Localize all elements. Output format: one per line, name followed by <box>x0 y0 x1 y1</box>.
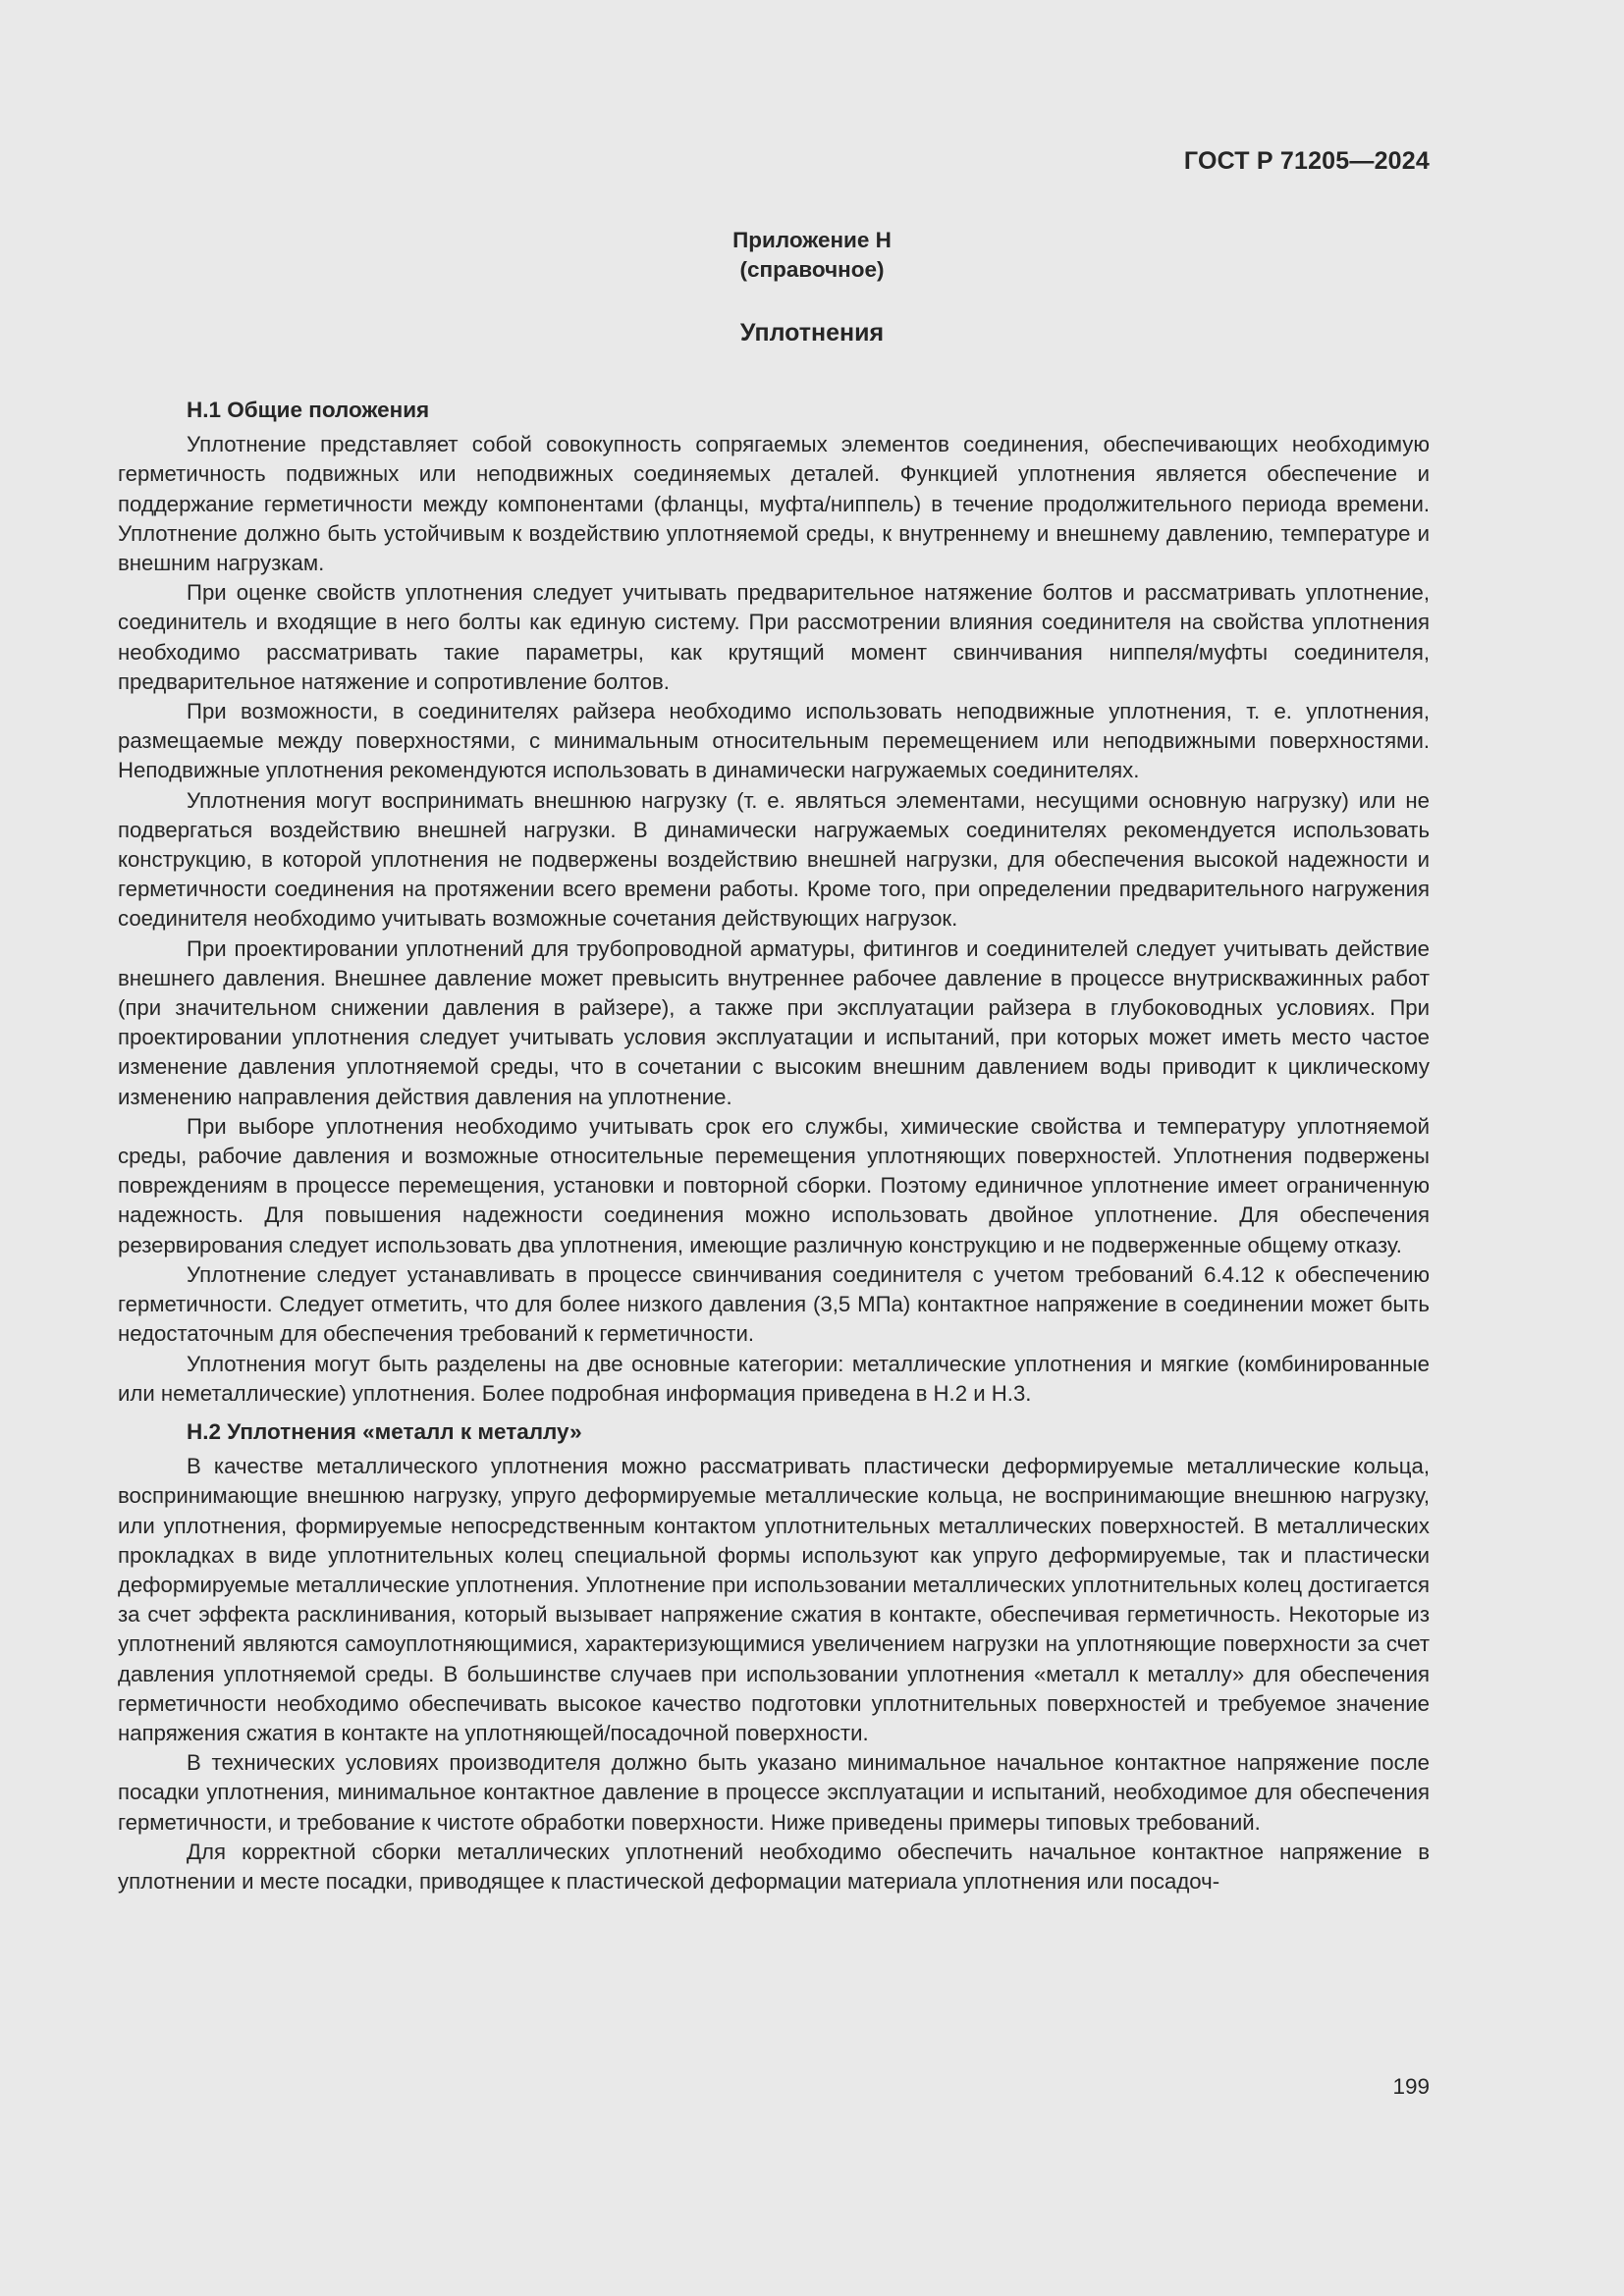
paragraph: Для корректной сборки металлических уплотнений необходимо обеспечить начальное контактное напряжение в уплотнении и месте посадки, приводящее к пластической деформации материала уплотнения или посадоч- <box>118 1839 1430 1894</box>
paragraph: В технических условиях производителя должно быть указано минимальное начальное контактное напряжение после посадки уплотнения, минимальное контактное давление в процессе эксплуатации и испытаний, необходимое для обеспечения герметичности, и требование к чистоте обработки поверхности. Ниже приведены примеры типовых требований. <box>118 1750 1430 1835</box>
paragraph: При проектировании уплотнений для трубопроводной арматуры, фитингов и соединителей следует учитывать действие внешнего давления. Внешнее давление может превысить внутреннее рабочее давление в процессе внутрискважинных работ (при значительном снижении давления в райзере), а также при эксплуатации райзера в глубоководных условиях. При проектировании уплотнения следует учитывать условия эксплуатации и испытаний, при которых может иметь место частое изменение давления уплотняемой среды, что в сочетании с высоким внешним давлением воды приводит к циклическому изменению направления действия давления на уплотнение. <box>118 935 1430 1109</box>
paragraph: При возможности, в соединителях райзера необходимо использовать неподвижные уплотнения, т. е. уплотнения, размещаемые между поверхностями, с минимальным относительным перемещением или неподвижными поверхностями. Неподвижные уплотнения рекомендуются использовать в динамически нагружаемых соединителях. <box>118 699 1430 783</box>
appendix-label: Приложение Н <box>732 228 892 252</box>
body-text <box>118 396 1430 1896</box>
paragraph: Уплотнение представляет собой совокупность сопрягаемых элементов соединения, обеспечивающих необходимую герметичность подвижных или неподвижных соединяемых деталей. Функцией уплотнения является обеспечение и поддержание герметичности между компонентами (фланцы, муфта/ниппель) в течение продолжительного периода времени. Уплотнение должно быть устойчивым к воздействию уплотняемой среды, к внутреннему и внешнему давлению, температуре и внешним нагрузкам. <box>118 432 1430 576</box>
section-heading-n2: Н.2 Уплотнения «металл к металлу» <box>187 1418 582 1444</box>
appendix-title: Уплотнения <box>739 319 885 347</box>
paragraph: В качестве металлического уплотнения можно рассматривать пластически деформируемые металлические кольца, воспринимающие внешнюю нагрузку, упруго деформируемые металлические кольца, не воспринимающие внешнюю нагрузку, или уплотнения, формируемые непосредственным контактом уплотнительных металлических поверхностей. В металлических прокладках в виде уплотнительных колец специальной формы используют как упруго деформируемые, так и пластически деформируемые металлические уплотнения. Уплотнение при использовании металлических уплотнительных колец достигается за счет эффекта расклинивания, который вызывает напряжение сжатия в контакте, обеспечивая герметичность. Некоторые из уплотнений являются самоуплотняющимися, характеризующимися увеличением нагрузки на уплотняющие поверхности за счет давления уплотняемой среды. В большинстве случаев при использовании уплотнения «металл к металлу» для обеспечения герметичности необходимо обеспечивать высокое качество подготовки уплотнительных поверхностей и требуемое значение напряжения сжатия в контакте на уплотняющей/посадочной поверхности. <box>118 1454 1430 1745</box>
section-heading-n1: Н.1 Общие положения <box>187 398 430 422</box>
appendix-label-block <box>0 226 1624 285</box>
paragraph: Уплотнение следует устанавливать в процессе свинчивания соединителя с учетом требований 6.4.12 к обеспечению герметичности. Следует отметить, что для более низкого давления (3,5 МПа) контактное напряжение в соединении может быть недостаточным для обеспечения требований к герметичности. <box>118 1261 1430 1347</box>
appendix-kind: (справочное) <box>739 257 885 282</box>
document-code: ГОСТ Р 71205—2024 <box>1183 147 1430 175</box>
paragraph: При выборе уплотнения необходимо учитывать срок его службы, химические свойства и температуру уплотняемой среды, рабочие давления и возможные относительные перемещения уплотняющих поверхностей. Уплотнения подвержены повреждениям в процессе перемещения, установки и повторной сборки. Поэтому единичное уплотнение имеет ограниченную надежность. Для повышения надежности соединения можно использовать двойное уплотнение. Для обеспечения резервирования следует использовать два уплотнения, имеющие различную конструкцию и не подверженные общему отказу. <box>118 1113 1430 1257</box>
paragraph: При оценке свойств уплотнения следует учитывать предварительное натяжение болтов и рассматривать уплотнение, соединитель и входящие в него болты как единую систему. При рассмотрении влияния соединителя на свойства уплотнения необходимо рассматривать такие параметры, как крутящий момент свинчивания ниппеля/муфты соединителя, предварительное натяжение и сопротивление болтов. <box>118 580 1430 694</box>
paragraph: Уплотнения могут воспринимать внешнюю нагрузку (т. е. являться элементами, несущими основную нагрузку) или не подвергаться воздействию внешней нагрузки. В динамически нагружаемых соединителях рекомендуется использовать конструкцию, в которой уплотнения не подвержены воздействию внешней нагрузки, для обеспечения высокой надежности и герметичности соединения на протяжении всего времени работы. Кроме того, при определении предварительного нагружения соединителя необходимо учитывать возможные сочетания действующих нагрузок. <box>118 787 1430 932</box>
page-number: 199 <box>1392 2074 1430 2099</box>
paragraph: Уплотнения могут быть разделены на две основные категории: металлические уплотнения и мягкие (комбинированные или неметаллические) уплотнения. Более подробная информация приведена в Н.2 и Н.3. <box>118 1351 1430 1406</box>
